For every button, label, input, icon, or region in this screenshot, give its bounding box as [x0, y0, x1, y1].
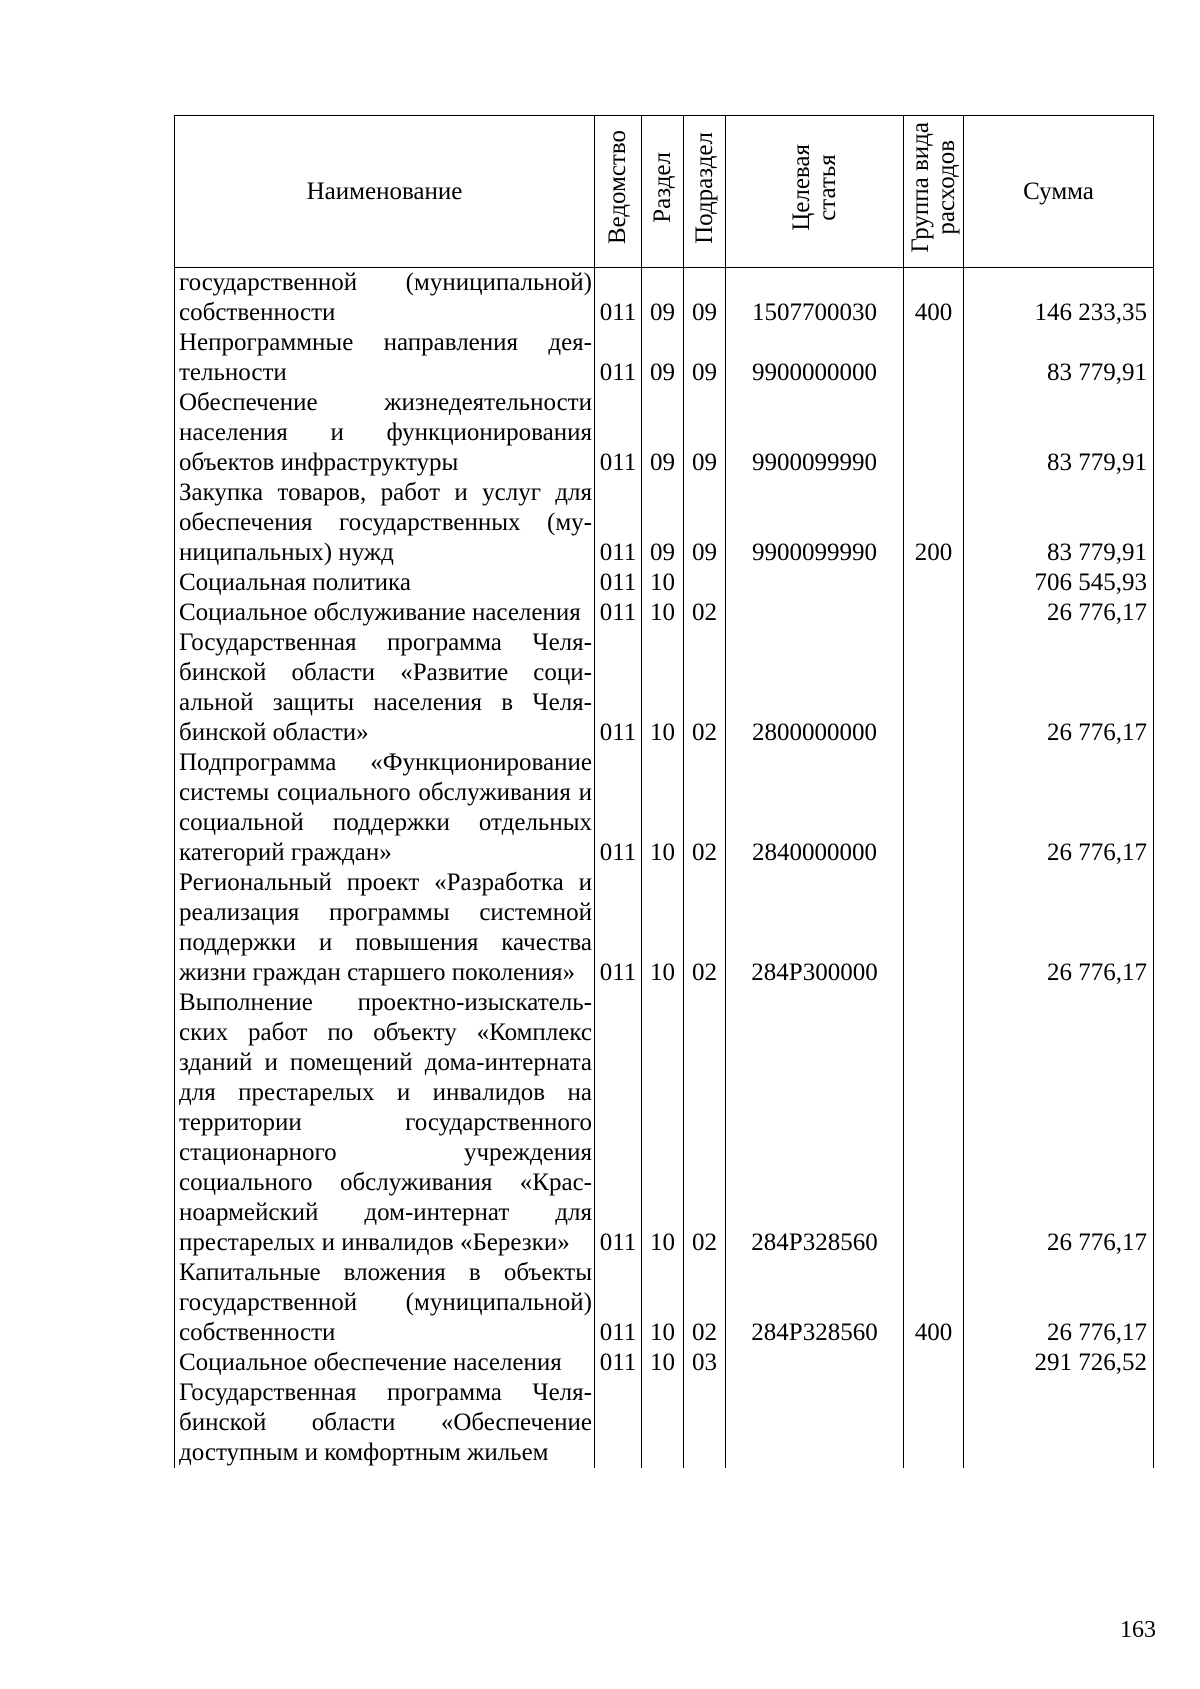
cell-celevaya: 2800000000: [726, 628, 904, 748]
cell-gruppa: [904, 628, 964, 748]
cell-gruppa: [904, 1378, 964, 1468]
header-celevaya: Целевая статья: [726, 116, 904, 268]
table-row: [175, 568, 1154, 598]
cell-podrazdel: 02: [684, 1258, 726, 1348]
table-row: [175, 478, 1154, 568]
cell-name: Государственная программа Челябинской области «Развитие социальной защиты населения в Челябинской области»: [175, 628, 595, 748]
cell-razdel: [642, 1378, 684, 1468]
cell-vedomstvo: 011: [595, 988, 642, 1258]
cell-razdel: 09: [642, 268, 684, 329]
header-name: Наименование: [175, 116, 595, 268]
page-number: 163: [1120, 1617, 1156, 1643]
header-razdel: Раздел: [642, 116, 684, 268]
cell-vedomstvo: 011: [595, 388, 642, 478]
cell-summa: 706 545,93: [964, 568, 1154, 598]
cell-razdel: 09: [642, 328, 684, 388]
cell-gruppa: [904, 328, 964, 388]
cell-razdel: 10: [642, 988, 684, 1258]
table-row: [175, 328, 1154, 388]
cell-summa: 26 776,17: [964, 1258, 1154, 1348]
table-row: [175, 1348, 1154, 1378]
cell-name: Обеспечение жизнедеятельности населения и функционирования объектов инфраструктуры: [175, 388, 595, 478]
cell-podrazdel: [684, 568, 726, 598]
cell-podrazdel: 03: [684, 1348, 726, 1378]
table-row: [175, 628, 1154, 748]
cell-vedomstvo: 011: [595, 868, 642, 988]
cell-celevaya: 9900099990: [726, 388, 904, 478]
cell-celevaya: 1507700030: [726, 268, 904, 329]
cell-gruppa: [904, 568, 964, 598]
cell-celevaya: 284P328560: [726, 1258, 904, 1348]
cell-podrazdel: 09: [684, 478, 726, 568]
cell-vedomstvo: 011: [595, 628, 642, 748]
cell-podrazdel: 02: [684, 598, 726, 628]
cell-name: Социальное обеспечение населения: [175, 1348, 595, 1378]
cell-vedomstvo: 011: [595, 478, 642, 568]
cell-name: Капитальные вложения в объекты государственной (муниципальной) собственности: [175, 1258, 595, 1348]
cell-podrazdel: 02: [684, 868, 726, 988]
cell-summa: 26 776,17: [964, 748, 1154, 868]
cell-summa: 26 776,17: [964, 598, 1154, 628]
cell-vedomstvo: 011: [595, 568, 642, 598]
cell-name: Государственная программа Челябинской области «Обеспечение доступным и комфортным жильем: [175, 1378, 595, 1468]
header-gruppa: Группа вида расходов: [904, 116, 964, 268]
table-row: [175, 598, 1154, 628]
cell-razdel: 09: [642, 388, 684, 478]
cell-gruppa: 400: [904, 1258, 964, 1348]
cell-celevaya: 284P300000: [726, 868, 904, 988]
cell-gruppa: 200: [904, 478, 964, 568]
cell-razdel: 10: [642, 598, 684, 628]
cell-vedomstvo: 011: [595, 268, 642, 329]
cell-razdel: 10: [642, 1348, 684, 1378]
cell-gruppa: [904, 1348, 964, 1378]
cell-vedomstvo: 011: [595, 1348, 642, 1378]
cell-gruppa: [904, 748, 964, 868]
header-podrazdel: Подраздел: [684, 116, 726, 268]
table-header: [175, 116, 1154, 268]
cell-razdel: 09: [642, 478, 684, 568]
cell-celevaya: [726, 568, 904, 598]
table-row: [175, 1258, 1154, 1348]
cell-name: Социальное обслуживание населения: [175, 598, 595, 628]
cell-summa: 26 776,17: [964, 868, 1154, 988]
cell-name: Выполнение проектно-изыскательских работ по объекту «Комплекс зданий и помещений дома-интерната для престарелых и инвалидов на территории государственного стационарного учреждения социального обслуживания «Красноармейский дом-интернат для престарелых и инвалидов «Березки»: [175, 988, 595, 1258]
cell-razdel: 10: [642, 868, 684, 988]
cell-name: Социальная политика: [175, 568, 595, 598]
cell-podrazdel: 02: [684, 748, 726, 868]
cell-name: Региональный проект «Разработка и реализация программы системной поддержки и повышения качества жизни граждан старшего поколения»: [175, 868, 595, 988]
cell-celevaya: [726, 598, 904, 628]
cell-razdel: 10: [642, 568, 684, 598]
cell-vedomstvo: 011: [595, 748, 642, 868]
table-body: [175, 268, 1154, 1469]
cell-podrazdel: 02: [684, 988, 726, 1258]
cell-celevaya: 2840000000: [726, 748, 904, 868]
cell-summa: 26 776,17: [964, 628, 1154, 748]
cell-razdel: 10: [642, 1258, 684, 1348]
cell-name: государственной (муниципальной) собственности: [175, 268, 595, 329]
cell-vedomstvo: 011: [595, 1258, 642, 1348]
cell-celevaya: 284P328560: [726, 988, 904, 1258]
cell-razdel: 10: [642, 628, 684, 748]
cell-summa: 83 779,91: [964, 388, 1154, 478]
cell-summa: [964, 1378, 1154, 1468]
table-row: [175, 748, 1154, 868]
cell-gruppa: [904, 988, 964, 1258]
cell-name: Непрограммные направления деятельности: [175, 328, 595, 388]
table-row: [175, 1378, 1154, 1468]
cell-gruppa: 400: [904, 268, 964, 329]
cell-podrazdel: [684, 1378, 726, 1468]
cell-celevaya: 9900099990: [726, 478, 904, 568]
table-row: [175, 868, 1154, 988]
cell-gruppa: [904, 598, 964, 628]
header-summa: Сумма: [964, 116, 1154, 268]
cell-summa: 26 776,17: [964, 988, 1154, 1258]
cell-celevaya: 9900000000: [726, 328, 904, 388]
table-row: [175, 268, 1154, 329]
cell-vedomstvo: 011: [595, 598, 642, 628]
cell-podrazdel: 09: [684, 268, 726, 329]
cell-razdel: 10: [642, 748, 684, 868]
cell-celevaya: [726, 1348, 904, 1378]
budget-table: [174, 115, 1154, 1468]
cell-podrazdel: 09: [684, 388, 726, 478]
cell-gruppa: [904, 868, 964, 988]
cell-name: Закупка товаров, работ и услуг для обеспечения государственных (муниципальных) нужд: [175, 478, 595, 568]
cell-vedomstvo: [595, 1378, 642, 1468]
cell-name: Подпрограмма «Функционирование системы социального обслуживания и социальной поддержки отдельных категорий граждан»: [175, 748, 595, 868]
cell-vedomstvo: 011: [595, 328, 642, 388]
cell-summa: 146 233,35: [964, 268, 1154, 329]
header-row: [175, 116, 1154, 268]
cell-celevaya: [726, 1378, 904, 1468]
cell-summa: 83 779,91: [964, 328, 1154, 388]
table-row: [175, 388, 1154, 478]
cell-podrazdel: 02: [684, 628, 726, 748]
cell-summa: 291 726,52: [964, 1348, 1154, 1378]
table-row: [175, 988, 1154, 1258]
cell-gruppa: [904, 388, 964, 478]
cell-summa: 83 779,91: [964, 478, 1154, 568]
cell-podrazdel: 09: [684, 328, 726, 388]
header-vedomstvo: Ведомство: [595, 116, 642, 268]
